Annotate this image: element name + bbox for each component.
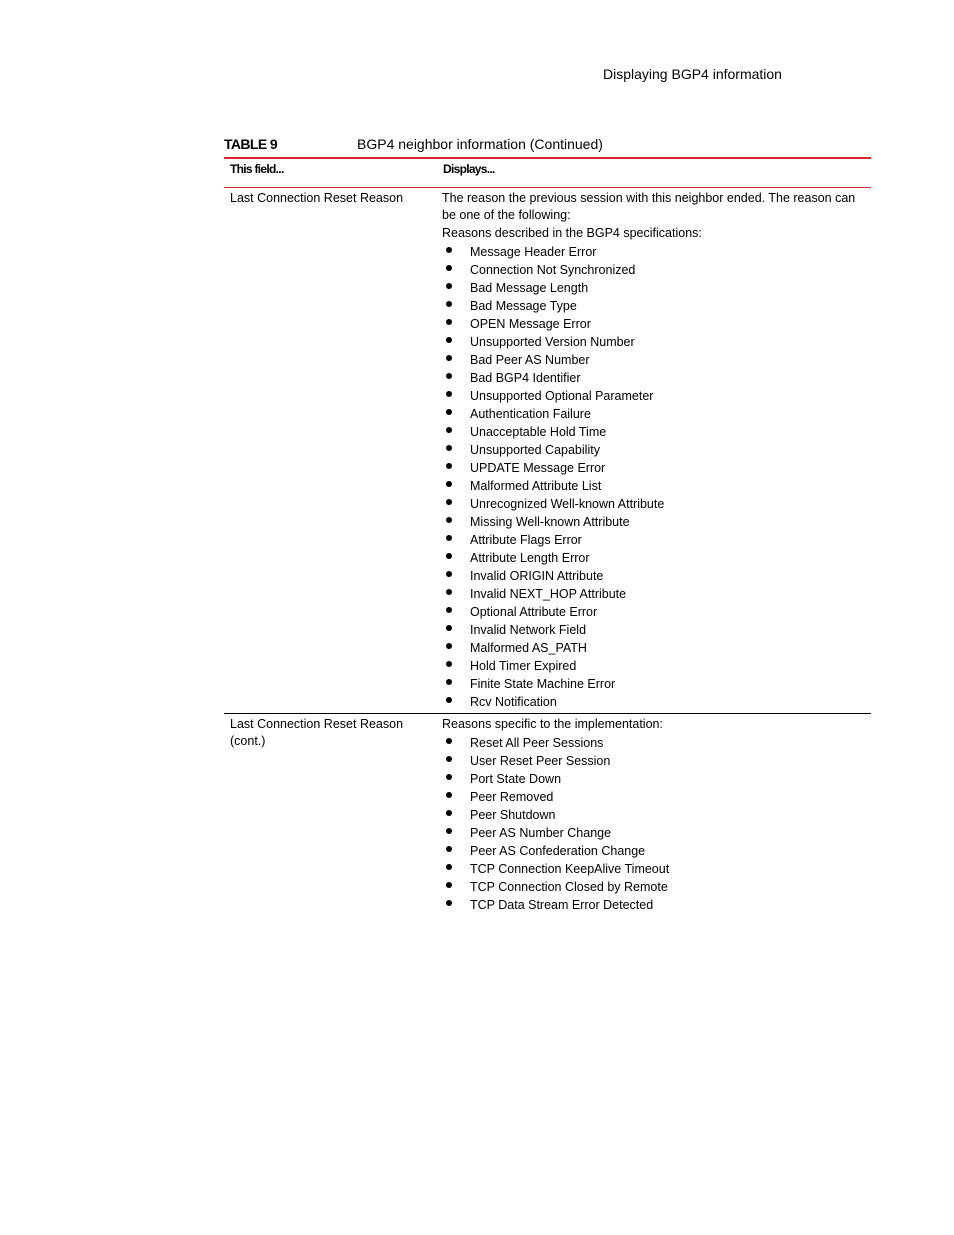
list-item [442,387,867,405]
field-cell: Last Connection Reset Reason [230,191,404,205]
bullet-dot-icon [446,900,452,906]
list-item-text: OPEN Message Error [470,316,591,331]
list-item-text: Peer Removed [470,790,554,804]
list-item [442,441,867,459]
list-item [442,693,867,711]
bullet-dot-icon [446,499,452,505]
bullet-dot-icon [446,679,452,685]
list-item-text: Optional Attribute Error [470,604,598,619]
table-header-row [224,159,871,188]
list-item [442,549,867,567]
reason-list [442,734,867,914]
column-header-field: This field... [230,162,284,176]
list-item-text: Unsupported Capability [470,442,600,457]
list-item [442,842,867,860]
reason-list [442,243,867,711]
list-item-text: Invalid NEXT_HOP Attribute [470,586,627,601]
list-item-text: TCP Connection KeepAlive Timeout [470,862,670,876]
table-label: TABLE 9 [224,136,278,152]
list-item-text: Bad Message Length [470,280,589,295]
bullet-dot-icon [446,355,452,361]
list-item [442,860,867,878]
bullet-dot-icon [446,427,452,433]
list-item [442,369,867,387]
bullet-dot-icon [446,571,452,577]
list-item [442,531,867,549]
bullet-dot-icon [446,828,452,834]
list-item-text: Message Header Error [470,244,597,259]
list-item-text: Unacceptable Hold Time [470,424,607,439]
list-item [442,806,867,824]
bullet-dot-icon [446,409,452,415]
list-item-text: Malformed Attribute List [470,478,602,493]
list-item [442,351,867,369]
bullet-dot-icon [446,301,452,307]
list-item-text: Peer AS Number Change [470,826,612,840]
list-item [442,770,867,788]
display-cell [442,190,867,711]
column-header-display: Displays... [443,162,495,176]
list-item-text: Peer AS Confederation Change [470,844,646,858]
list-item [442,477,867,495]
running-header: Displaying BGP4 information [603,66,782,82]
list-item-text: Invalid ORIGIN Attribute [470,568,604,583]
bullet-dot-icon [446,337,452,343]
table-row [224,188,871,714]
bullet-dot-icon [446,445,452,451]
list-item-text: Peer Shutdown [470,808,556,822]
bullet-dot-icon [446,738,452,744]
list-item-text: Unrecognized Well-known Attribute [470,496,665,511]
bullet-dot-icon [446,792,452,798]
table-title: BGP4 neighbor information (Continued) [357,136,603,152]
bullet-dot-icon [446,535,452,541]
list-item [442,405,867,423]
list-item [442,824,867,842]
bullet-dot-icon [446,625,452,631]
list-item-text: Malformed AS_PATH [470,640,587,655]
list-item-text: Finite State Machine Error [470,676,616,691]
list-item [442,788,867,806]
bullet-dot-icon [446,373,452,379]
bullet-dot-icon [446,463,452,469]
list-item [442,896,867,914]
list-item [442,603,867,621]
list-item [442,261,867,279]
bullet-dot-icon [446,774,452,780]
row-subintro-text: Reasons described in the BGP4 specifications: [442,225,702,240]
list-item-text: Attribute Length Error [470,550,590,565]
list-item-text: Authentication Failure [470,406,591,421]
list-item-text: User Reset Peer Session [470,754,611,768]
list-item-text: Reset All Peer Sessions [470,736,604,750]
list-item [442,675,867,693]
bullet-dot-icon [446,643,452,649]
list-item [442,315,867,333]
bullet-dot-icon [446,882,452,888]
list-item [442,585,867,603]
list-item [442,621,867,639]
list-item [442,878,867,896]
bullet-dot-icon [446,756,452,762]
list-item-text: Port State Down [470,772,562,786]
list-item [442,639,867,657]
row-intro-text: Reasons specific to the implementation: [442,717,663,731]
list-item-text: Unsupported Version Number [470,334,635,349]
bullet-dot-icon [446,319,452,325]
bullet-dot-icon [446,697,452,703]
list-item-text: TCP Data Stream Error Detected [470,898,654,912]
bullet-dot-icon [446,553,452,559]
list-item-text: Rcv Notification [470,694,557,709]
list-item-text: Bad Message Type [470,298,577,313]
list-item-text: Connection Not Synchronized [470,262,636,277]
table-row [224,714,871,914]
display-cell [442,716,867,914]
list-item [442,752,867,770]
list-item [442,513,867,531]
bullet-dot-icon [446,391,452,397]
bullet-dot-icon [446,846,452,852]
bullet-dot-icon [446,607,452,613]
bullet-dot-icon [446,481,452,487]
list-item-text: TCP Connection Closed by Remote [470,880,668,894]
row-intro-text: The reason the previous session with this neighbor ended. The reason can be one of the following: [442,191,856,222]
list-item [442,734,867,752]
bullet-dot-icon [446,589,452,595]
list-item-text: Bad BGP4 Identifier [470,370,581,385]
bullet-dot-icon [446,810,452,816]
bullet-dot-icon [446,283,452,289]
list-item [442,243,867,261]
bullet-dot-icon [446,247,452,253]
list-item-text: Attribute Flags Error [470,532,582,547]
list-item-text: Hold Timer Expired [470,658,577,673]
bullet-dot-icon [446,661,452,667]
list-item [442,279,867,297]
list-item-text: Missing Well-known Attribute [470,514,630,529]
list-item [442,495,867,513]
bullet-dot-icon [446,265,452,271]
list-item-text: Unsupported Optional Parameter [470,388,654,403]
bullet-dot-icon [446,864,452,870]
list-item [442,333,867,351]
table-caption [224,136,871,154]
list-item-text: UPDATE Message Error [470,460,606,475]
list-item [442,423,867,441]
list-item-text: Invalid Network Field [470,622,587,637]
field-cell: Last Connection Reset Reason (cont.) [230,717,404,748]
list-item [442,459,867,477]
list-item-text: Bad Peer AS Number [470,352,590,367]
bullet-dot-icon [446,517,452,523]
list-item [442,297,867,315]
list-item [442,567,867,585]
list-item [442,657,867,675]
